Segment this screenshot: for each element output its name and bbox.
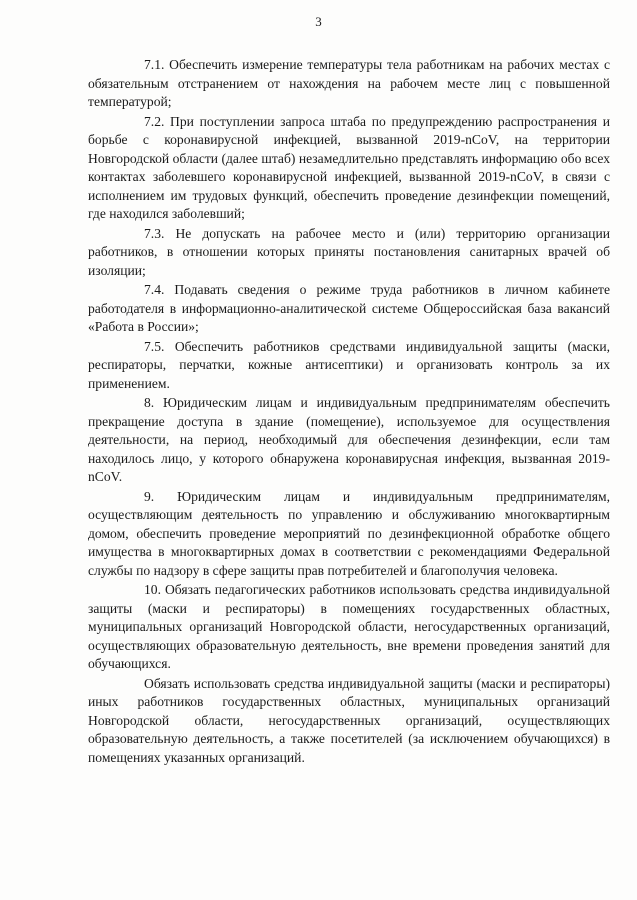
paragraph-9: 9. Юридическим лицам и индивидуальным предпринимателям, осуществляющим деятельность по управлению и обслуживанию многоквартирным домом, обеспечить проведение мероприятий по дезинфекционной обработке общего имущества в многоквартирных домах в соответствии с рекомендациями Федеральной службы по надзору в сфере защиты прав потребителей и благополучия человека. [88, 488, 610, 578]
paragraph-7-1: 7.1. Обеспечить измерение температуры тела работникам на рабочих местах с обязательным отстранением от нахождения на рабочем месте лиц с повышенной температурой; [88, 57, 610, 109]
paragraph-7-5: 7.5. Обеспечить работников средствами индивидуальной защиты (маски, респираторы, перчатки, кожные антисептики) и организовать контроль за их применением. [88, 338, 610, 391]
paragraph-8: 8. Юридическим лицам и индивидуальным предпринимателям обеспечить прекращение доступа в здание (помещение), используемое для осуществления деятельности, на период, необходимый для обеспечения дезинфекции, если там находилось лицо, у которого обнаружена коронавирусная инфекция, вызванная 2019-nCoV. [88, 395, 610, 484]
paragraph-10: 10. Обязать педагогических работников использовать средства индивидуальной защиты (маски и респираторы) в помещениях государственных областных, муниципальных организаций Новгородской области, негосударственных организаций, осуществляющих образовательную деятельность, вне времени проведения занятий для обучающихся. [88, 582, 610, 671]
document-body [88, 56, 610, 768]
paragraph-7-3: 7.3. Не допускать на рабочее место и (или) территорию организации работников, в отношении которых приняты постановления санитарных врачей об изоляции; [88, 225, 610, 278]
paragraph-10-continued: Обязать использовать средства индивидуальной защиты (маски и респираторы) иных работников государственных областных, муниципальных организаций Новгородской области, негосударственных организаций, осуществляющих образовательную деятельность, а также посетителей (за исключением обучающихся) в помещениях указанных организаций. [88, 675, 610, 765]
paragraph-7-2: 7.2. При поступлении запроса штаба по предупреждению распространения и борьбе с коронавирусной инфекцией, вызванной 2019-nCoV, на территории Новгородской области (далее штаб) незамедлительно представлять информацию обо всех контактах заболевшего коронавирусной инфекцией, вызванной 2019-nCoV, в связи с исполнением им трудовых функций, обеспечить проведение дезинфекции помещений, где находился заболевший; [88, 113, 610, 221]
page-number: 3 [315, 14, 322, 29]
paragraph-7-4: 7.4. Подавать сведения о режиме труда работников в личном кабинете работодателя в информационно-аналитической системе Общероссийская база вакансий «Работа в России»; [88, 282, 610, 334]
